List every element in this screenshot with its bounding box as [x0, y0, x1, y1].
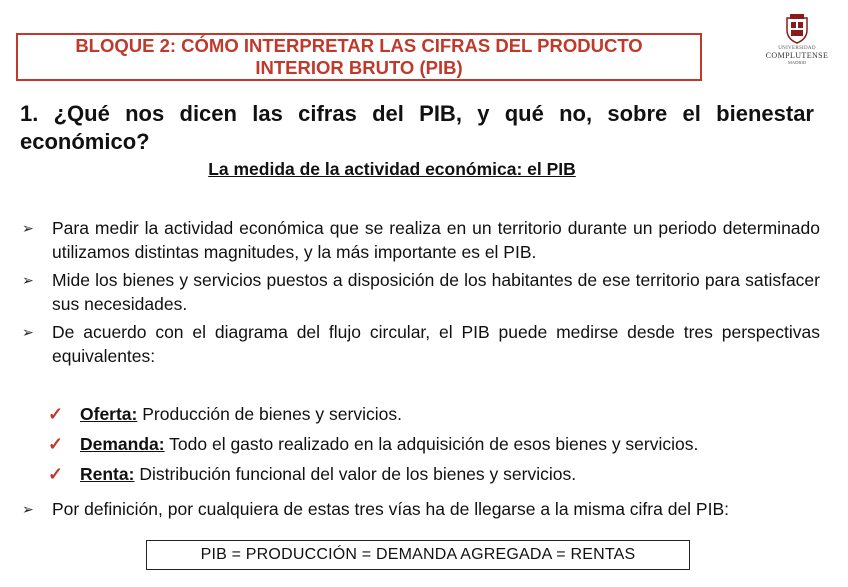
perspective-item-renta [48, 462, 818, 486]
check-icon: ✓ [48, 434, 64, 454]
perspective-text: Todo el gasto realizado en la adquisición de esos bienes y servicios. [169, 434, 699, 454]
logo-line-1: UNIVERSIDAD [778, 46, 816, 51]
university-logo [765, 14, 829, 76]
logo-line-3: MADRID [787, 60, 807, 65]
formula-text: PIB = PRODUCCIÓN = DEMANDA AGREGADA = RENTAS [200, 546, 636, 563]
bullet-text: Por definición, por cualquiera de estas tres vías ha de llegarse a la misma cifra del PIB: [52, 499, 730, 519]
section-subheading: La medida de la actividad económica: el PIB [208, 159, 576, 179]
perspective-term: Renta: [80, 464, 135, 484]
check-icon: ✓ [48, 464, 64, 484]
check-icon: ✓ [48, 404, 64, 424]
bullet-item [20, 320, 820, 368]
arrow-bullet-icon: ➢ [22, 324, 34, 340]
bullet-item-final [20, 497, 848, 521]
formula-box [146, 540, 690, 570]
perspective-text: Distribución funcional del valor de los bienes y servicios. [139, 464, 577, 484]
section-heading: 1. ¿Qué nos dicen las cifras del PIB, y qué no, sobre el bienestar económico? [20, 101, 814, 154]
bullet-item [20, 268, 820, 316]
logo-line-2: COMPLUTENSE [765, 51, 829, 60]
bullet-text: Mide los bienes y servicios puestos a disposición de los habitantes de ese territorio para satisfacer sus necesidades. [52, 270, 820, 314]
perspective-list [48, 402, 818, 492]
perspective-item-oferta [48, 402, 818, 426]
arrow-bullet-icon: ➢ [22, 501, 34, 517]
bullet-list [20, 216, 820, 372]
perspective-term: Oferta: [80, 404, 138, 424]
crest-icon [784, 14, 810, 44]
arrow-bullet-icon: ➢ [22, 272, 34, 288]
perspective-text: Producción de bienes y servicios. [142, 404, 402, 424]
perspective-item-demanda [48, 432, 818, 456]
perspective-term: Demanda: [80, 434, 165, 454]
bullet-text: De acuerdo con el diagrama del flujo circular, el PIB puede medirse desde tres perspectivas equivalentes: [52, 322, 820, 366]
slide-title-line-2: INTERIOR BRUTO (PIB) [255, 57, 463, 78]
bullet-item [20, 216, 820, 264]
bullet-text: Para medir la actividad económica que se realiza en un territorio durante un periodo determinado utilizamos distintas magnitudes, y la más importante es el PIB. [52, 218, 820, 262]
slide-title-line-1: BLOQUE 2: CÓMO INTERPRETAR LAS CIFRAS DEL PRODUCTO [75, 35, 643, 56]
arrow-bullet-icon: ➢ [22, 220, 34, 236]
slide-title-box [16, 33, 702, 81]
